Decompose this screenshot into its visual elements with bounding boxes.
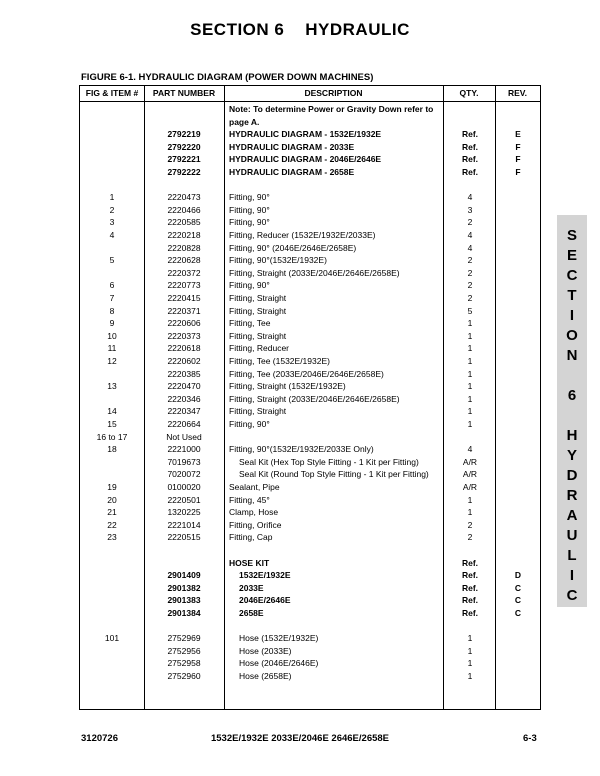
cell-qty: A/R bbox=[462, 456, 478, 467]
table-row bbox=[80, 229, 540, 242]
cell-part-number: 2220515 bbox=[167, 532, 201, 543]
cell-qty: 4 bbox=[467, 242, 473, 253]
cell-part-number: 2220415 bbox=[167, 293, 201, 303]
cell-part-number: 2220602 bbox=[167, 356, 201, 366]
table-row bbox=[80, 116, 540, 129]
side-tab-letter: O bbox=[566, 327, 578, 344]
cell-part-number: 2220618 bbox=[167, 343, 201, 354]
cell-description: Fitting, Straight (2033E/2046E/2646E/2658E) bbox=[229, 267, 400, 278]
table-row bbox=[80, 481, 540, 494]
cell-description: Fitting, Orifice bbox=[229, 519, 282, 530]
cell-description: Fitting, Tee bbox=[229, 318, 271, 329]
cell-description: HYDRAULIC DIAGRAM - 2046E/2646E bbox=[229, 154, 382, 165]
cell-part-number: 2901409 bbox=[167, 570, 201, 581]
table-row bbox=[80, 393, 540, 406]
cell-part-number: 1320225 bbox=[167, 507, 201, 518]
header-description: DESCRIPTION bbox=[304, 88, 363, 98]
table-row bbox=[80, 279, 540, 292]
cell-part-number: 2792221 bbox=[167, 154, 201, 165]
cell-description: 2046E/2646E bbox=[239, 595, 291, 606]
cell-part-number: 2752956 bbox=[167, 645, 201, 656]
side-tab-letter: T bbox=[567, 287, 577, 304]
cell-qty: 1 bbox=[467, 494, 473, 505]
cell-part-number: 2220501 bbox=[167, 494, 201, 505]
cell-fig-item: 12 bbox=[107, 356, 117, 366]
cell-description: Fitting, Straight bbox=[229, 406, 287, 417]
cell-qty: 2 bbox=[467, 255, 473, 266]
table-row bbox=[80, 594, 540, 607]
cell-part-number: 2901382 bbox=[167, 582, 201, 593]
cell-qty: 1 bbox=[467, 419, 473, 429]
cell-part-number: 7020072 bbox=[167, 469, 201, 480]
table-row bbox=[80, 317, 540, 330]
table-row bbox=[80, 620, 540, 633]
cell-description: HYDRAULIC DIAGRAM - 2033E bbox=[229, 141, 355, 152]
side-tab-letter: R bbox=[566, 487, 578, 504]
cell-part-number: 2220373 bbox=[167, 330, 201, 341]
side-tab-letter: A bbox=[566, 507, 578, 524]
cell-fig-item: 6 bbox=[109, 280, 115, 291]
cell-qty: 2 bbox=[467, 280, 473, 291]
cell-fig-item: 1 bbox=[109, 192, 115, 203]
header-rev: REV. bbox=[507, 88, 528, 98]
cell-part-number: 2220372 bbox=[167, 267, 201, 278]
table-row bbox=[80, 166, 540, 179]
cell-part-number: 2901384 bbox=[167, 608, 201, 618]
cell-part-number: 2220218 bbox=[167, 230, 201, 240]
cell-qty: 1 bbox=[467, 393, 473, 404]
table-row bbox=[80, 494, 540, 507]
cell-fig-item: 13 bbox=[107, 381, 117, 392]
cell-description: 2658E bbox=[239, 608, 264, 618]
cell-fig-item: 7 bbox=[109, 293, 115, 303]
cell-description: HYDRAULIC DIAGRAM - 2658E bbox=[229, 167, 355, 177]
cell-description: Seal Kit (Hex Top Style Fitting - 1 Kit per Fitting) bbox=[239, 456, 419, 467]
cell-qty: 1 bbox=[467, 356, 473, 366]
table-row bbox=[80, 582, 540, 595]
footer-document-number: 3120726 bbox=[81, 733, 118, 744]
cell-qty: 5 bbox=[467, 305, 473, 316]
table-row bbox=[80, 380, 540, 393]
cell-part-number: 2220470 bbox=[167, 381, 201, 392]
cell-description: HYDRAULIC DIAGRAM - 1532E/1932E bbox=[229, 129, 382, 140]
table-row bbox=[80, 204, 540, 217]
cell-part-number: 2752958 bbox=[167, 658, 201, 669]
cell-qty: 2 bbox=[467, 293, 473, 303]
cell-fig-item: 101 bbox=[104, 633, 120, 644]
side-tab-letter: I bbox=[569, 307, 575, 324]
cell-description: Sealant, Pipe bbox=[229, 482, 280, 492]
cell-part-number: 2220585 bbox=[167, 217, 201, 228]
table-row bbox=[80, 103, 540, 116]
table-row bbox=[80, 645, 540, 658]
cell-description: HOSE KIT bbox=[229, 557, 270, 568]
footer-models: 1532E/1932E 2033E/2046E 2646E/2658E bbox=[210, 733, 390, 744]
cell-qty: Ref. bbox=[461, 154, 479, 165]
side-tab-letter: U bbox=[566, 527, 578, 544]
side-tab-letter: I bbox=[569, 567, 575, 584]
cell-description: Fitting, 90° (2046E/2646E/2658E) bbox=[229, 242, 357, 253]
cell-rev: C bbox=[514, 595, 522, 606]
table-row bbox=[80, 355, 540, 368]
cell-description: Clamp, Hose bbox=[229, 507, 279, 518]
cell-qty: Ref. bbox=[461, 129, 479, 140]
cell-fig-item: 18 bbox=[107, 444, 117, 455]
side-tab-letter: S bbox=[566, 227, 577, 244]
side-tab-letter: D bbox=[566, 467, 578, 484]
table-row bbox=[80, 531, 540, 544]
table-row bbox=[80, 670, 540, 683]
cell-description: Fitting, 45° bbox=[229, 494, 270, 505]
cell-fig-item: 20 bbox=[107, 494, 117, 505]
table-row bbox=[80, 506, 540, 519]
cell-part-number: 2221014 bbox=[167, 519, 201, 530]
cell-part-number: 2792222 bbox=[167, 167, 201, 177]
cell-description: Hose (2658E) bbox=[239, 671, 292, 681]
table-row bbox=[80, 418, 540, 431]
cell-rev: F bbox=[515, 167, 521, 177]
table-row bbox=[80, 128, 540, 141]
side-tab-letter: N bbox=[566, 347, 578, 364]
table-row bbox=[80, 443, 540, 456]
cell-rev: D bbox=[514, 570, 522, 581]
cell-part-number: 2220371 bbox=[167, 305, 201, 316]
cell-fig-item: 3 bbox=[109, 217, 115, 228]
cell-description: Fitting, Straight (1532E/1932E) bbox=[229, 381, 346, 392]
cell-description: Fitting, 90° bbox=[229, 280, 270, 291]
cell-rev: C bbox=[514, 608, 522, 618]
header-qty: QTY. bbox=[459, 88, 479, 98]
cell-part-number: 2220606 bbox=[167, 318, 201, 329]
table-row bbox=[80, 191, 540, 204]
header-fig: FIG & ITEM # bbox=[85, 88, 139, 98]
cell-description: Fitting, Straight bbox=[229, 330, 287, 341]
cell-fig-item: 11 bbox=[107, 343, 117, 354]
table-row bbox=[80, 468, 540, 481]
cell-qty: 1 bbox=[467, 368, 473, 379]
cell-qty: 1 bbox=[467, 645, 473, 656]
side-tab-letter: 6 bbox=[567, 387, 577, 404]
cell-part-number: 2220773 bbox=[167, 280, 201, 291]
cell-qty: 2 bbox=[467, 267, 473, 278]
cell-part-number: 2220466 bbox=[167, 204, 201, 215]
section-title: SECTION 6 HYDRAULIC bbox=[190, 20, 410, 39]
side-tab-letter: C bbox=[566, 267, 578, 284]
cell-qty: Ref. bbox=[461, 570, 479, 581]
cell-qty: 1 bbox=[467, 658, 473, 669]
cell-description: Fitting, 90° bbox=[229, 204, 270, 215]
cell-qty: 4 bbox=[467, 444, 473, 455]
table-row bbox=[80, 254, 540, 267]
table-row bbox=[80, 632, 540, 645]
cell-part-number: 2901383 bbox=[167, 595, 201, 606]
cell-part-number: 2752960 bbox=[167, 671, 201, 681]
cell-description: page A. bbox=[229, 116, 260, 127]
table-row bbox=[80, 216, 540, 229]
cell-part-number: 2220346 bbox=[167, 393, 201, 404]
cell-qty: A/R bbox=[462, 469, 478, 480]
cell-description: Hose (1532E/1932E) bbox=[239, 633, 319, 644]
table-row bbox=[80, 179, 540, 192]
cell-fig-item: 10 bbox=[107, 330, 117, 341]
side-tab-letter: Y bbox=[566, 447, 577, 464]
table-row bbox=[80, 267, 540, 280]
cell-description: Fitting, 90° bbox=[229, 419, 270, 429]
cell-fig-item: 8 bbox=[109, 305, 115, 316]
parts-table bbox=[79, 85, 541, 710]
figure-title: FIGURE 6-1. HYDRAULIC DIAGRAM (POWER DOWN MACHINES) bbox=[81, 72, 374, 83]
cell-description: Fitting, Straight bbox=[229, 293, 287, 303]
side-tab-letter: L bbox=[567, 547, 577, 564]
cell-qty: 2 bbox=[467, 532, 473, 543]
cell-description: Seal Kit (Round Top Style Fitting - 1 Kit per Fitting) bbox=[239, 469, 429, 480]
cell-qty: Ref. bbox=[461, 595, 479, 606]
cell-part-number: 2220385 bbox=[167, 368, 201, 379]
cell-qty: 1 bbox=[467, 318, 473, 329]
cell-part-number: 2220828 bbox=[167, 242, 201, 253]
cell-fig-item: 5 bbox=[109, 255, 115, 266]
cell-description: Fitting, Reducer bbox=[229, 343, 289, 354]
cell-qty: 1 bbox=[467, 633, 473, 644]
cell-fig-item: 16 to 17 bbox=[96, 431, 128, 442]
table-row bbox=[80, 405, 540, 418]
cell-qty: 4 bbox=[467, 192, 473, 203]
side-tab-letter: H bbox=[566, 427, 578, 444]
cell-qty: Ref. bbox=[461, 557, 479, 568]
cell-qty: 1 bbox=[467, 671, 473, 681]
cell-description: Note: To determine Power or Gravity Down refer to bbox=[229, 104, 434, 114]
cell-part-number: 2220628 bbox=[167, 255, 201, 266]
cell-description: 2033E bbox=[239, 582, 264, 593]
cell-fig-item: 21 bbox=[107, 507, 117, 518]
cell-qty: 1 bbox=[467, 406, 473, 417]
cell-rev: F bbox=[515, 141, 521, 152]
cell-description: Fitting, Tee (1532E/1932E) bbox=[229, 356, 330, 366]
header-part-number: PART NUMBER bbox=[152, 88, 216, 98]
cell-description: Hose (2033E) bbox=[239, 645, 292, 656]
cell-description: Fitting, Reducer (1532E/1932E/2033E) bbox=[229, 230, 376, 240]
table-row bbox=[80, 342, 540, 355]
cell-fig-item: 23 bbox=[107, 532, 117, 543]
cell-qty: 1 bbox=[467, 381, 473, 392]
cell-fig-item: 2 bbox=[109, 204, 115, 215]
cell-part-number: 2220347 bbox=[167, 406, 201, 417]
table-row bbox=[80, 557, 540, 570]
cell-description: Fitting, Tee (2033E/2046E/2646E/2658E) bbox=[229, 368, 384, 379]
cell-part-number: 2752969 bbox=[167, 633, 201, 644]
table-row bbox=[80, 456, 540, 469]
cell-description: Fitting, 90° bbox=[229, 217, 270, 228]
cell-fig-item: 14 bbox=[107, 406, 117, 417]
cell-part-number: 2792220 bbox=[167, 141, 201, 152]
cell-fig-item: 22 bbox=[107, 519, 117, 530]
table-row bbox=[80, 607, 540, 620]
table-row bbox=[80, 431, 540, 444]
cell-description: Hose (2046E/2646E) bbox=[239, 658, 319, 669]
table-row bbox=[80, 657, 540, 670]
cell-qty: Ref. bbox=[461, 141, 479, 152]
cell-qty: 2 bbox=[467, 217, 473, 228]
table-row bbox=[80, 292, 540, 305]
cell-qty: Ref. bbox=[461, 167, 479, 177]
cell-rev: C bbox=[514, 582, 522, 593]
cell-qty: 1 bbox=[467, 343, 473, 354]
side-tab-letter: E bbox=[566, 247, 577, 264]
table-row bbox=[80, 368, 540, 381]
cell-description: Fitting, Straight bbox=[229, 305, 287, 316]
table-row bbox=[80, 305, 540, 318]
cell-part-number: 0100020 bbox=[167, 482, 201, 492]
cell-fig-item: 4 bbox=[109, 230, 115, 240]
cell-fig-item: 15 bbox=[107, 419, 117, 429]
table-row bbox=[80, 330, 540, 343]
cell-qty: Ref. bbox=[461, 608, 479, 618]
cell-qty: Ref. bbox=[461, 582, 479, 593]
cell-description: Fitting, Cap bbox=[229, 532, 273, 543]
cell-part-number: 2221000 bbox=[167, 444, 201, 455]
cell-description: Fitting, 90°(1532E/1932E/2033E Only) bbox=[229, 444, 374, 455]
table-row bbox=[80, 569, 540, 582]
cell-fig-item: 9 bbox=[109, 318, 115, 329]
cell-description: Fitting, Straight (2033E/2046E/2646E/2658E) bbox=[229, 393, 400, 404]
header-divider bbox=[80, 101, 540, 102]
table-row bbox=[80, 242, 540, 255]
cell-description: Fitting, 90°(1532E/1932E) bbox=[229, 255, 327, 266]
table-row bbox=[80, 519, 540, 532]
cell-fig-item: 19 bbox=[107, 482, 117, 492]
cell-qty: A/R bbox=[462, 482, 478, 492]
footer-page-number: 6-3 bbox=[523, 733, 537, 744]
table-row bbox=[80, 141, 540, 154]
cell-part-number: Not Used bbox=[166, 431, 202, 442]
cell-qty: 1 bbox=[467, 330, 473, 341]
cell-part-number: 2792219 bbox=[167, 129, 201, 140]
section-side-tab bbox=[557, 215, 587, 607]
side-tab-letter: C bbox=[566, 587, 578, 604]
cell-qty: 4 bbox=[467, 230, 473, 240]
table-row bbox=[80, 544, 540, 557]
cell-part-number: 7019673 bbox=[167, 456, 201, 467]
cell-part-number: 2220473 bbox=[167, 192, 201, 203]
cell-qty: 3 bbox=[467, 204, 473, 215]
cell-description: 1532E/1932E bbox=[239, 570, 291, 581]
cell-description: Fitting, 90° bbox=[229, 192, 270, 203]
cell-qty: 2 bbox=[467, 519, 473, 530]
cell-qty: 1 bbox=[467, 507, 473, 518]
cell-part-number: 2220664 bbox=[167, 419, 201, 429]
cell-rev: F bbox=[515, 154, 521, 165]
table-row bbox=[80, 153, 540, 166]
cell-rev: E bbox=[515, 129, 521, 140]
